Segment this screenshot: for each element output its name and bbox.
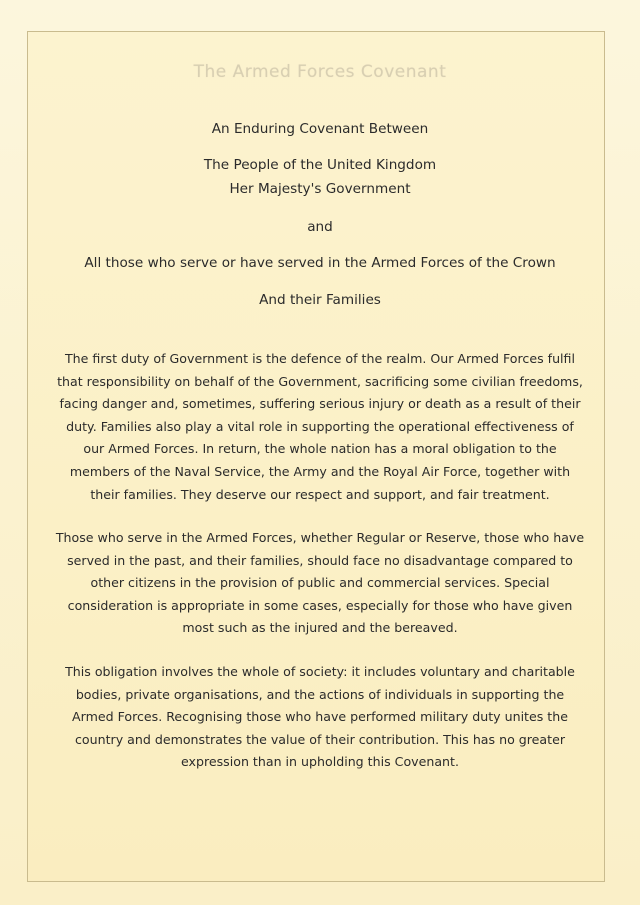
heading-line-covenant-between: An Enduring Covenant Between <box>211 121 429 137</box>
heading-line-government: Her Majesty's Government <box>229 181 411 197</box>
heading-line-families: And their Families <box>259 292 381 308</box>
heading-line-people-uk: The People of the United Kingdom <box>203 157 437 173</box>
paragraph-first-duty: The first duty of Government is the defence of the realm. Our Armed Forces fulfil that responsibility on behalf of the Government, sacrificing some civilian freedoms, facing danger and, sometimes, suffering serious injury or death as a result of their duty. Families also play a vital role in supporting the operational effectiveness of our Armed Forces. In return, the whole nation has a moral obligation to the members of the Naval Service, the Army and the Royal Air Force, together with their families. They deserve our respect and support, and fair treatment. <box>57 351 583 502</box>
heading-line-and: and <box>307 219 333 235</box>
paragraph-no-disadvantage: Those who serve in the Armed Forces, whether Regular or Reserve, those who have served in the past, and their families, should face no disadvantage compared to other citizens in the provision of public and commercial services. Special consideration is appropriate in some cases, especially for those who have given most such as the injured and the bereaved. <box>55 530 585 636</box>
document-title: The Armed Forces Covenant <box>193 62 447 82</box>
paragraph-obligation: This obligation involves the whole of society: it includes voluntary and charitable bodies, private organisations, and the actions of individuals in supporting the Armed Forces. Recognising those who have performed military duty unites the country and demonstrates the value of their contribution. This has no greater expression than in upholding this Covenant. <box>65 664 575 770</box>
heading-line-all-who-serve: All those who serve or have served in the Armed Forces of the Crown <box>84 255 556 271</box>
